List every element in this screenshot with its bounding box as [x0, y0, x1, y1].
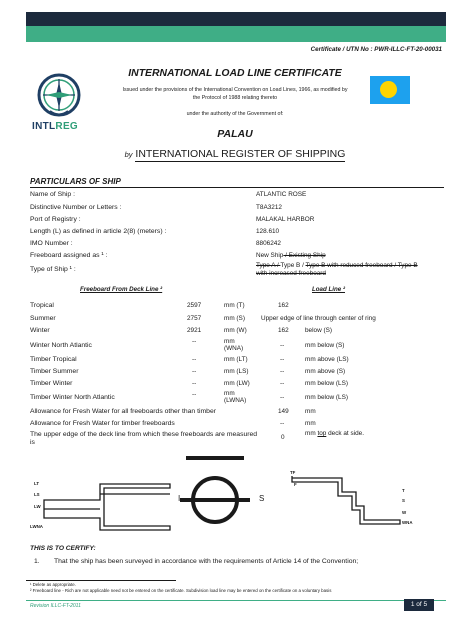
particular-label: Length (L) as defined in article 2(8) (meters) : — [30, 228, 167, 235]
mark-label: TF — [290, 470, 296, 475]
allowance-label: The upper edge of the deck line from which these freeboards are measured is — [30, 431, 258, 446]
allowance-unit: mm — [305, 420, 316, 427]
load-line-value: -- — [280, 380, 285, 387]
freeboard-value: -- — [192, 368, 197, 375]
mark-label: WNA — [402, 520, 413, 525]
freeboard-name: Timber Tropical — [30, 356, 77, 363]
freeboard-unit: mm (LT) — [224, 356, 248, 363]
mark-label: F — [294, 482, 297, 487]
load-line-text: mm below (LS) — [305, 394, 348, 401]
freeboard-value: -- — [192, 391, 197, 398]
load-line-value: 162 — [278, 327, 289, 334]
ring-letter: I — [178, 494, 181, 503]
country-name: PALAU — [217, 128, 253, 140]
freeboard-value: 2757 — [187, 315, 202, 322]
allowance-value: -- — [280, 420, 285, 427]
mark-label: LW — [34, 504, 41, 509]
mark-label: LT — [34, 481, 40, 486]
particulars-heading: PARTICULARS OF SHIP — [30, 177, 121, 186]
freeboard-value: -- — [192, 338, 197, 345]
page-number: 1 of 5 — [404, 599, 434, 611]
certify-item-number: 1. — [34, 558, 40, 565]
particular-label: Distinctive Number or Letters : — [30, 204, 122, 211]
freeboard-unit: mm (LW) — [224, 380, 250, 387]
type-of-ship-value: Type A / Type B / Type B with reduced freeboard / Type B with increased freeboard — [256, 262, 418, 277]
load-line-value: -- — [280, 394, 285, 401]
load-line-value: -- — [280, 356, 285, 363]
load-line-text: mm above (S) — [305, 368, 346, 375]
freeboard-name: Winter North Atlantic — [30, 342, 92, 349]
allowance-label: Allowance for Fresh Water for all freeboards other than timber — [30, 408, 216, 415]
particular-label: Freeboard assigned as ¹ : — [30, 252, 108, 259]
freeboard-name: Timber Winter — [30, 380, 73, 387]
left-mark-frame — [44, 484, 170, 530]
mark-label: LWNA — [30, 524, 43, 529]
freeboard-column-heading: Freeboard From Deck Line ² — [80, 286, 163, 293]
particular-label: IMO Number : — [30, 240, 73, 247]
footnote: ¹ Delete as appropriate. — [30, 582, 76, 587]
issuer-line: by INTERNATIONAL REGISTER OF SHIPPING — [124, 148, 346, 160]
freeboard-value: 2597 — [187, 302, 202, 309]
freeboard-value: -- — [192, 380, 197, 387]
footnote: ² Freeboard line - Rich are not applicable need not be entered on the certificate. Subdivision load line may be entered on the certificate on a voluntary basis — [30, 588, 332, 593]
deck-line — [186, 456, 244, 460]
load-line-text: mm below (LS) — [305, 380, 348, 387]
certify-item-text: That the ship has been surveyed in accordance with the requirements of Article 14 of the Convention; — [54, 558, 359, 565]
particular-value: 128.610 — [256, 228, 280, 235]
load-line-text: Upper edge of line through center of ring — [261, 315, 376, 322]
particular-label: Name of Ship : — [30, 191, 75, 198]
allowance-unit: mm — [305, 408, 316, 415]
freeboard-name: Summer — [30, 315, 56, 322]
revision-text: Revision ILLC-FT-2011 — [30, 603, 81, 609]
particular-value: T8A3212 — [256, 204, 282, 211]
freeboard-unit: mm (WNA) — [224, 338, 244, 352]
deck-line-text: mm top deck at side. — [305, 430, 364, 437]
freeboard-name: Timber Summer — [30, 368, 79, 375]
mark-label: S — [402, 498, 405, 503]
type-of-ship-label: Type of Ship ¹ : — [30, 266, 76, 273]
load-line-diagram — [30, 448, 420, 544]
particular-value: MALAKAL HARBOR — [256, 216, 315, 223]
convention-text: Issued under the provisions of the International Convention on Load Lines, 1966, as modified by the Protocol of 1988 relating thereto — [122, 87, 348, 101]
allowance-value: 0 — [281, 434, 285, 441]
logo-text: INTLREG — [32, 121, 78, 132]
mark-label: T — [402, 488, 405, 493]
allowance-value: 149 — [278, 408, 289, 415]
freeboard-assigned-value: New Ship / Existing Ship — [256, 252, 326, 259]
load-line-column-heading: Load Line ² — [312, 286, 345, 293]
ring-letter: S — [259, 494, 265, 503]
freeboard-value: -- — [192, 356, 197, 363]
particular-label: Port of Registry : — [30, 216, 81, 223]
load-line-value: -- — [280, 368, 285, 375]
load-line-value: -- — [280, 342, 285, 349]
freeboard-unit: mm (T) — [224, 302, 245, 309]
ring-bar — [180, 498, 250, 502]
freeboard-unit: mm (W) — [224, 327, 247, 334]
freeboard-name: Timber Winter North Atlantic — [30, 394, 115, 401]
mark-label: LS — [34, 492, 40, 497]
authority-text: under the authority of the Government of: — [186, 111, 284, 117]
particular-value: ATLANTIC ROSE — [256, 191, 307, 198]
freeboard-name: Tropical — [30, 302, 54, 309]
footnote-divider — [26, 580, 176, 581]
allowance-label: Allowance for Fresh Water for timber freeboards — [30, 420, 175, 427]
header-bar-green — [26, 26, 446, 42]
certificate-title: INTERNATIONAL LOAD LINE CERTIFICATE — [128, 68, 342, 79]
mark-label: W — [402, 510, 407, 515]
freeboard-unit: mm (LWNA) — [224, 390, 247, 404]
freeboard-value: 2921 — [187, 327, 202, 334]
registry-name: INTERNATIONAL REGISTER OF SHIPPING — [135, 148, 346, 160]
flag-disc — [380, 81, 397, 98]
certificate-number: Certificate / UTN No : PWR-ILLC-FT-20-00031 — [310, 46, 442, 53]
freeboard-unit: mm (S) — [224, 315, 245, 322]
load-line-value: 162 — [278, 302, 289, 309]
certify-heading: THIS IS TO CERTIFY: — [30, 545, 96, 552]
header-bar-navy — [26, 12, 446, 26]
footer-rule — [26, 600, 446, 601]
divider — [30, 187, 444, 188]
particular-value: 8806242 — [256, 240, 281, 247]
right-mark-frame — [292, 476, 400, 524]
freeboard-unit: mm (LS) — [224, 368, 249, 375]
load-line-text: below (S) — [305, 327, 332, 334]
load-line-text: mm below (S) — [305, 342, 345, 349]
freeboard-name: Winter — [30, 327, 50, 334]
load-line-text: mm above (LS) — [305, 356, 349, 363]
